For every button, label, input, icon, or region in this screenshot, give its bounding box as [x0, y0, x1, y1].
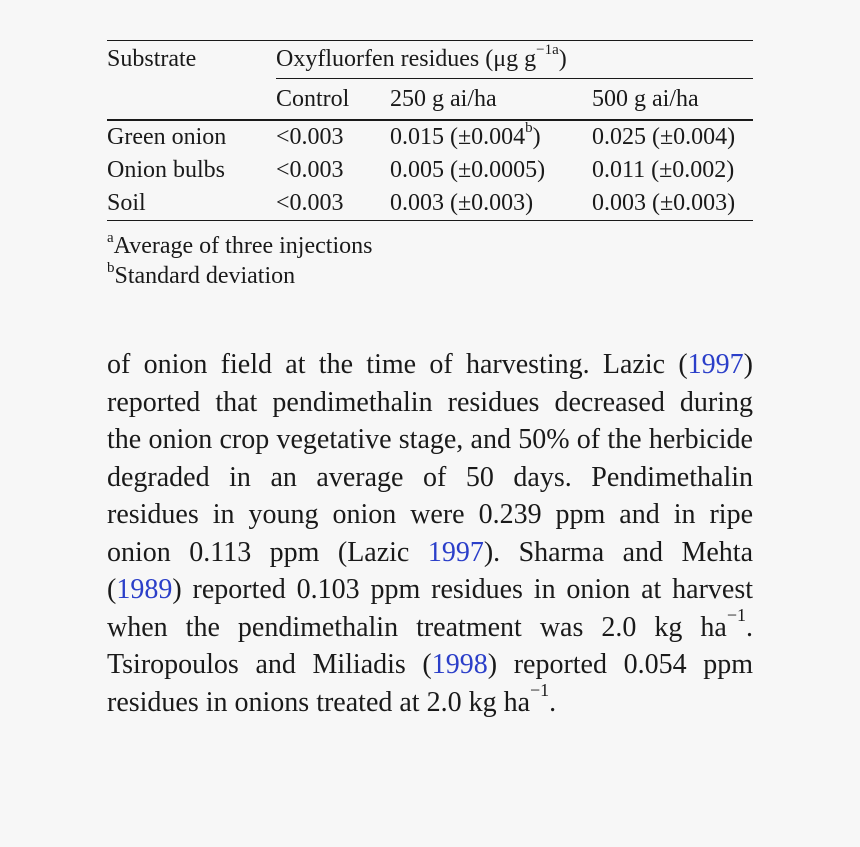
citation-link[interactable]: 1989: [116, 574, 173, 605]
cell-250-close: ): [532, 124, 541, 150]
body-text-3: ). Sharma and Mehta (: [107, 536, 753, 605]
cell-control: <0.003: [276, 124, 344, 150]
table-row: [107, 154, 753, 187]
footnote-mark: a: [107, 230, 114, 246]
cell-substrate: Soil: [107, 190, 146, 216]
header-250: 250 g ai/ha: [390, 79, 592, 121]
body-text-4: ) reported 0.103 ppm residues in onion at harvest when the pendimethalin treatment was 2.0 kg ha: [107, 574, 753, 643]
table-footnotes: [107, 231, 753, 291]
footnote-text: Standard deviation: [114, 263, 296, 289]
header-residues-unit-sup: −1a: [536, 42, 559, 58]
cell-substrate: Green onion: [107, 124, 227, 150]
residues-table: [107, 40, 753, 221]
citation-link[interactable]: 1997: [687, 349, 744, 380]
body-paragraph: [107, 346, 753, 721]
body-text-2: ) reported that pendimethalin residues decreased during the onion crop vegetative stage, and 50% of the herbicide degraded in an average of 50 days. Pendimethalin residues in young onion were 0.239 ppm and in ripe onion 0.113 ppm (Lazic: [107, 349, 753, 568]
cell-control: <0.003: [276, 190, 344, 216]
header-500: 500 g ai/ha: [592, 79, 753, 121]
header-blank: [107, 79, 276, 121]
cell-250: 0.005 (±0.0005): [390, 157, 546, 183]
footnote-text: Average of three injections: [113, 233, 373, 259]
citation-link[interactable]: 1997: [427, 536, 484, 568]
header-substrate: Substrate: [107, 46, 197, 73]
cell-500: 0.011 (±0.002): [592, 157, 735, 183]
body-text-7: .: [549, 686, 557, 718]
cell-250: [390, 120, 592, 154]
header-residues-group: [276, 41, 753, 79]
cell-control: <0.003: [276, 157, 344, 183]
header-residues-text: Oxyfluorfen residues (μg g: [276, 46, 537, 72]
cell-500: 0.025 (±0.004): [592, 124, 736, 150]
body-text-1: of onion field at the time of harvesting. Lazic (: [107, 349, 688, 380]
body-text-5: . Tsiropoulos and Miliadis (: [107, 611, 753, 680]
table-header-row-2: [107, 79, 753, 121]
footnote-mark: b: [107, 260, 115, 276]
footnote-b: [107, 261, 753, 291]
body-text-6: ) reported 0.054 ppm residues in onions treated at 2.0 kg ha: [107, 649, 753, 718]
page: [107, 40, 753, 721]
unit-exponent: −1: [530, 680, 550, 701]
header-residues-close: ): [558, 46, 567, 72]
cell-250-value: 0.015 (±0.004: [390, 124, 526, 150]
table-header-row-1: [107, 41, 753, 79]
table-row: [107, 120, 753, 154]
unit-exponent: −1: [726, 605, 746, 626]
cell-substrate: Onion bulbs: [107, 157, 226, 183]
table-row: [107, 187, 753, 221]
footnote-a: [107, 231, 753, 261]
cell-250: 0.003 (±0.003): [390, 190, 534, 216]
cell-250-sup: b: [525, 120, 533, 136]
citation-link[interactable]: 1998: [431, 649, 488, 680]
header-control: Control: [276, 79, 390, 121]
cell-500: 0.003 (±0.003): [592, 190, 736, 216]
